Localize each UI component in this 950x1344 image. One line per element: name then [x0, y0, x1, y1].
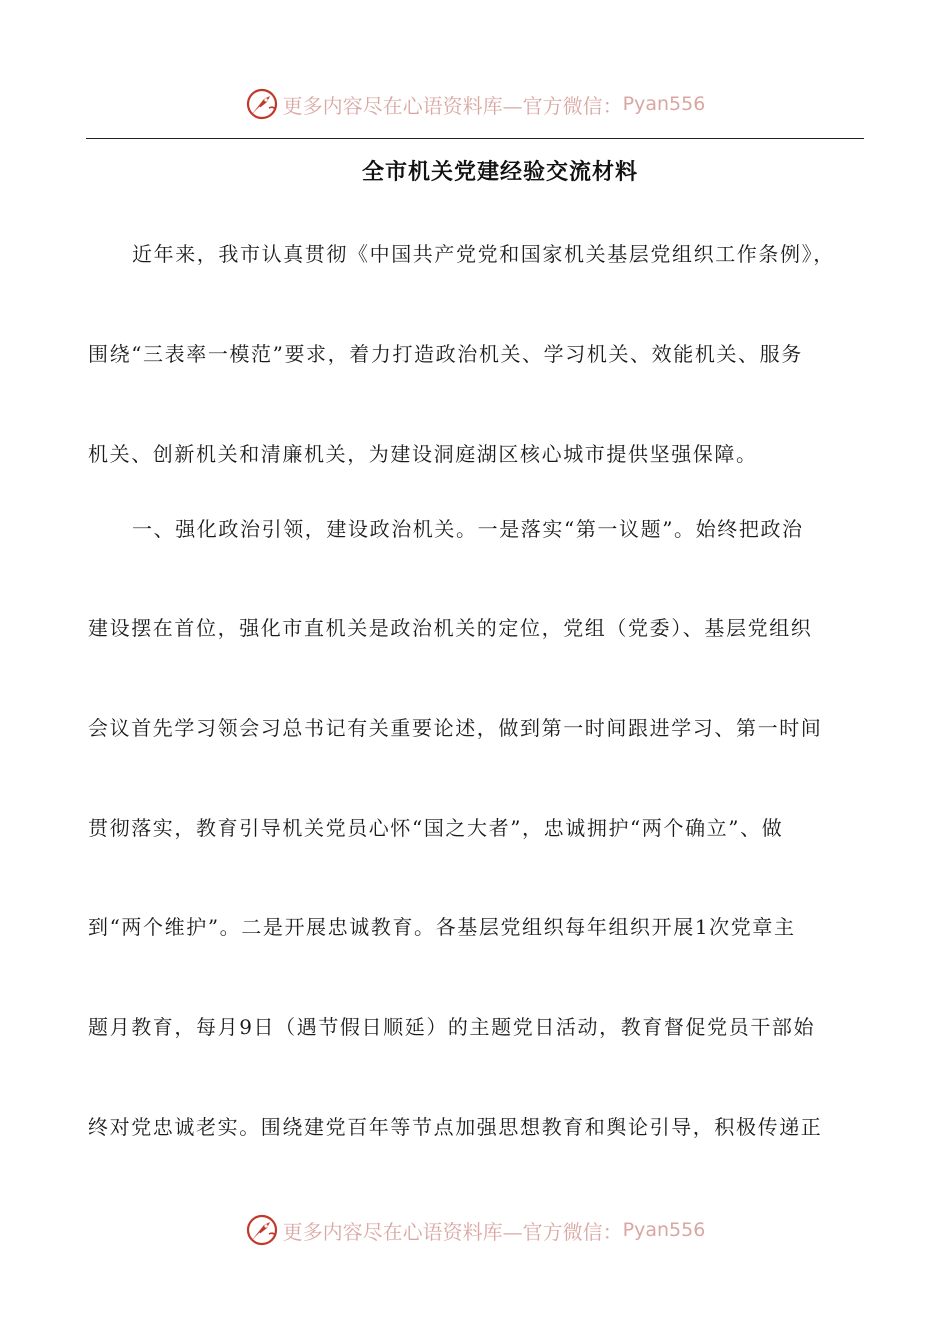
header-divider: [86, 138, 864, 139]
watermark-wechat-id: Pyan556: [622, 1219, 706, 1241]
document-title: 全市机关党建经验交流材料: [361, 160, 638, 185]
footer-watermark: [0, 1210, 950, 1250]
pen-nib-logo-icon: [245, 1213, 279, 1247]
body-line: 会议首先学习领会习总书记有关重要论述，做到第一时间跟进学习、第一时间: [88, 716, 823, 740]
watermark-text: 更多内容尽在心语资料库—官方微信：: [282, 1219, 623, 1244]
pen-nib-logo-icon: [245, 87, 279, 121]
body-line: 一、强化政治引领，建设政治机关。一是落实“第一议题”。始终把政治: [132, 517, 804, 541]
body-line: 围绕“三表率一模范”要求，着力打造政治机关、学习机关、效能机关、服务: [88, 342, 803, 366]
body-line: 到“两个维护”。二是开展忠诚教育。各基层党组织每年组织开展1次党章主: [88, 915, 796, 939]
watermark-text: 更多内容尽在心语资料库—官方微信：: [282, 93, 623, 118]
body-line: 建设摆在首位，强化市直机关是政治机关的定位，党组（党委）、基层党组织: [88, 616, 813, 640]
header-watermark: [0, 84, 950, 124]
body-line: 终对党忠诚老实。围绕建党百年等节点加强思想教育和舆论引导，积极传递正: [88, 1115, 823, 1139]
body-line: 贯彻落实，教育引导机关党员心怀“国之大者”，忠诚拥护“两个确立”、做: [88, 816, 784, 840]
watermark-wechat-id: Pyan556: [622, 93, 706, 115]
body-line: 近年来，我市认真贯彻《中国共产党党和国家机关基层党组织工作条例》，: [132, 242, 835, 266]
body-line: 机关、创新机关和清廉机关，为建设洞庭湖区核心城市提供坚强保障。: [88, 442, 758, 466]
body-line: 题月教育，每月9日（遇节假日顺延）的主题党日活动，教育督促党员干部始: [88, 1015, 816, 1039]
